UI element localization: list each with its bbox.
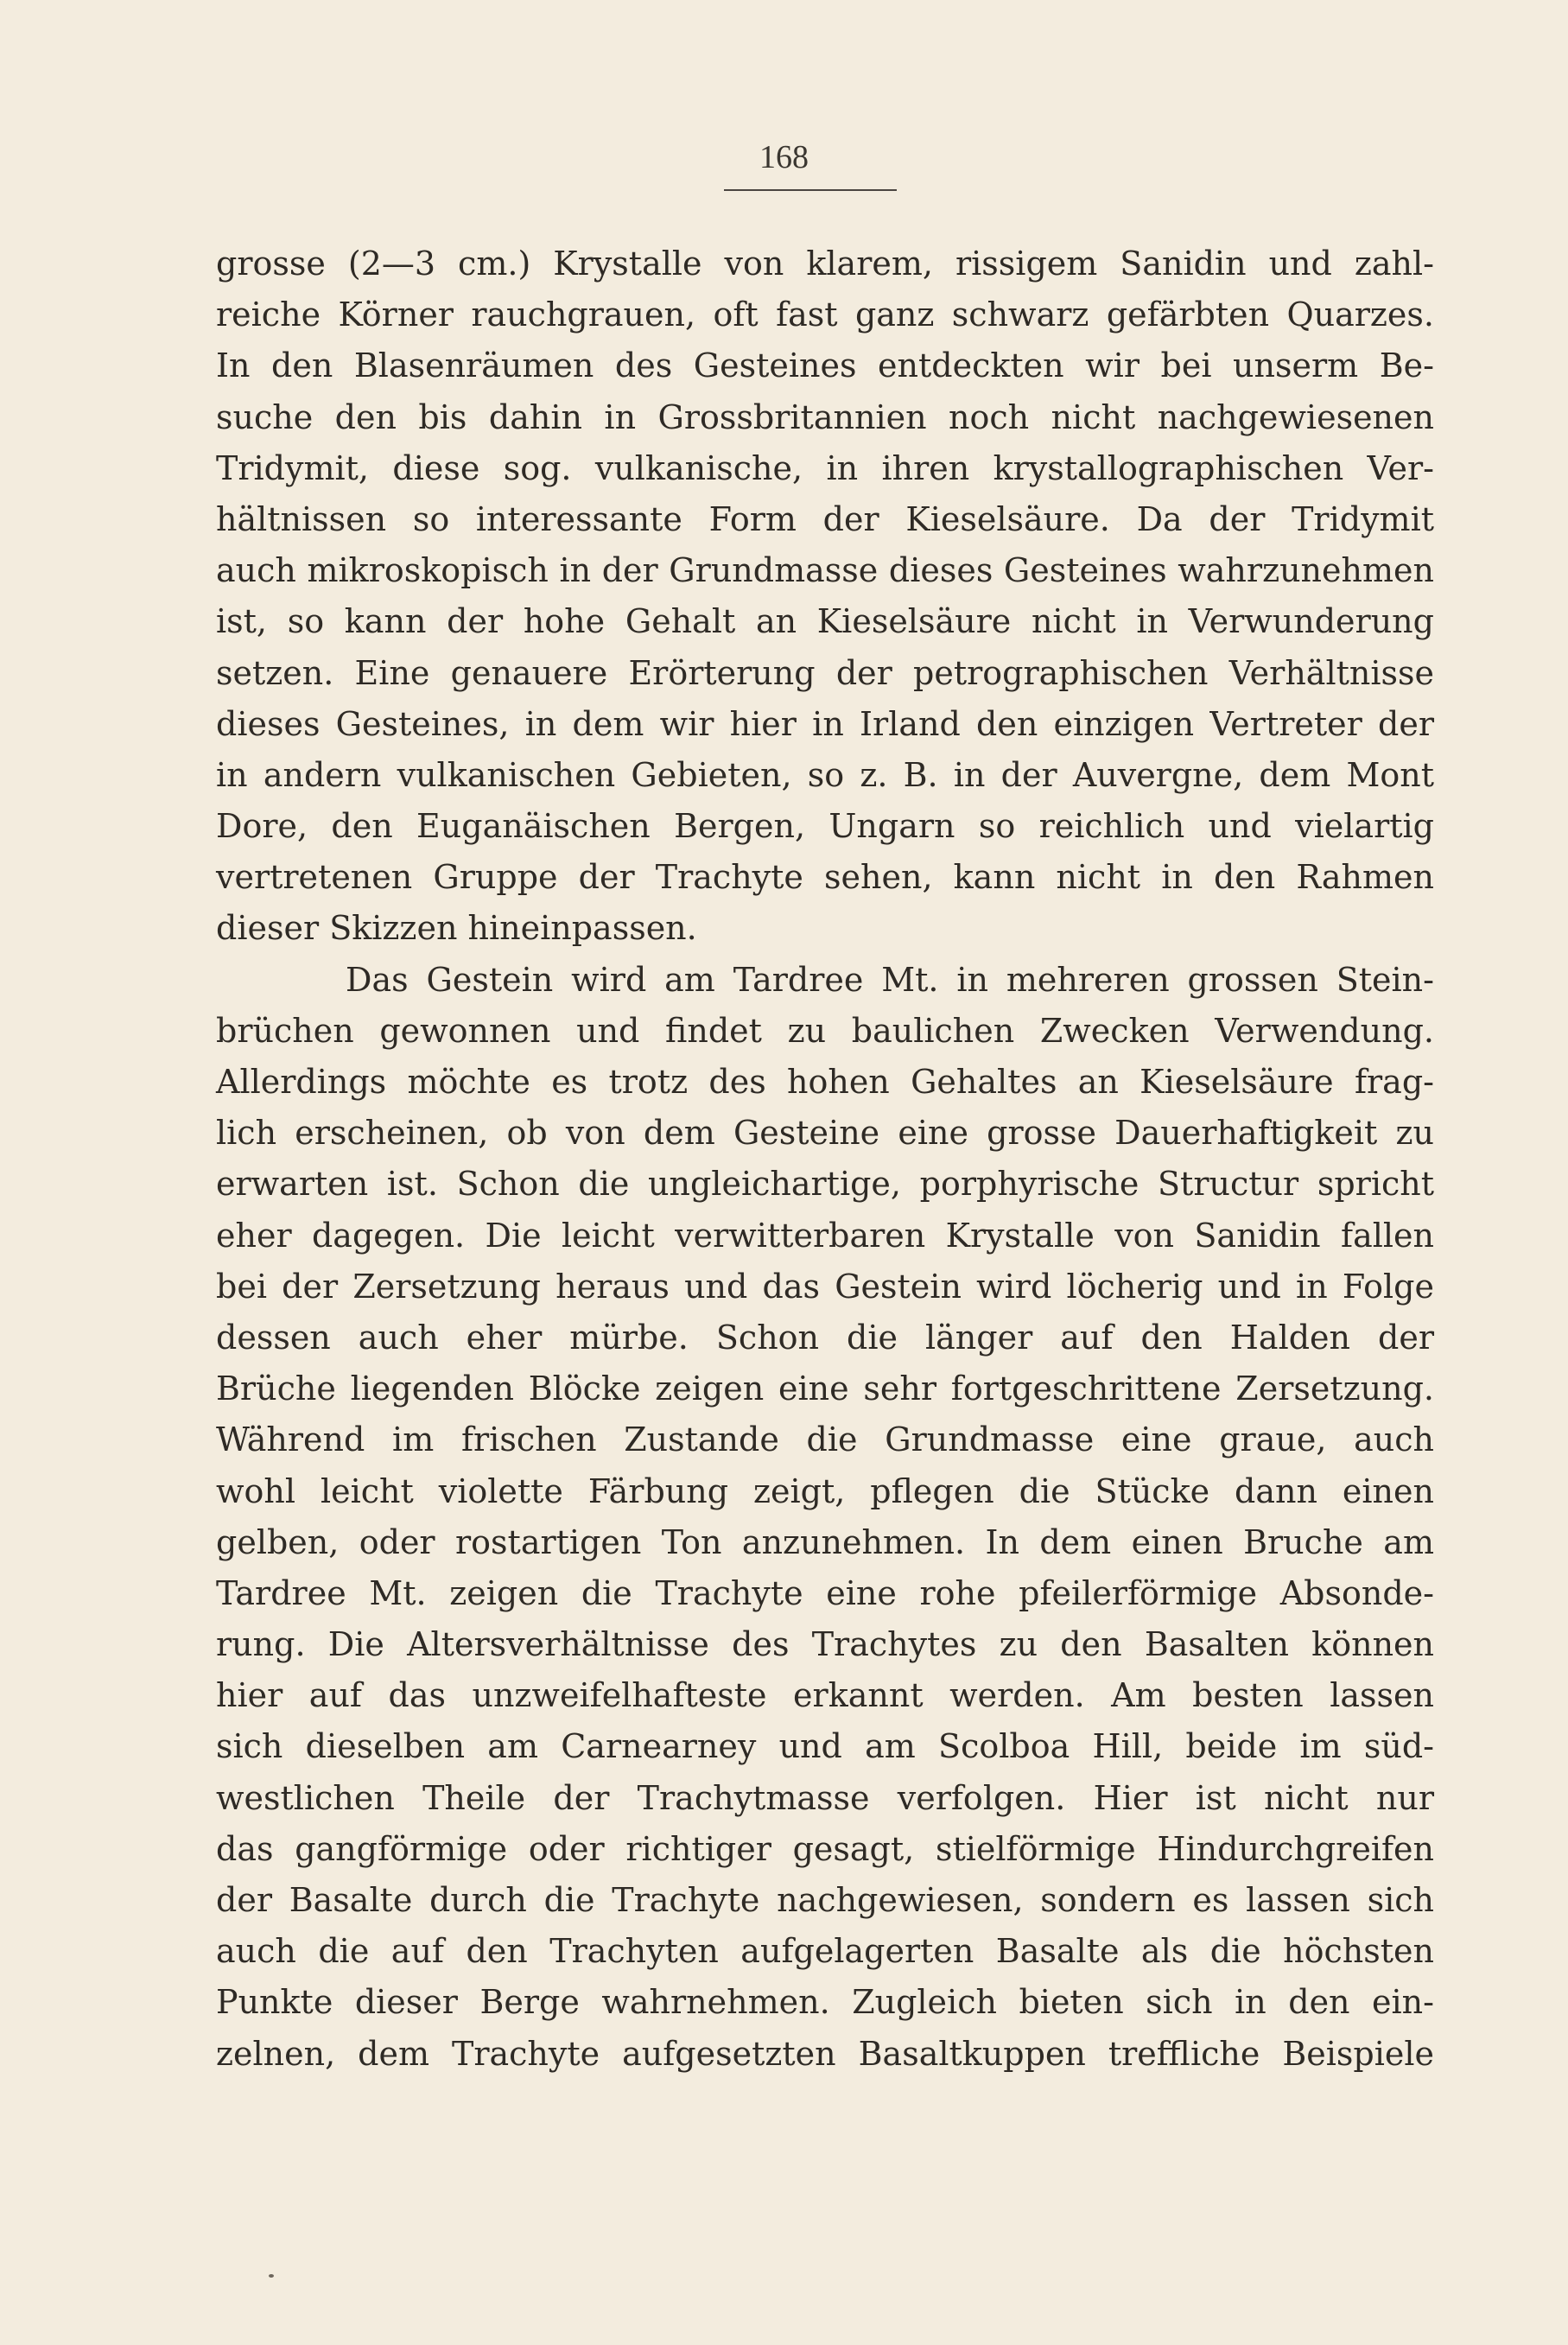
- text-line: in andern vulkanischen Gebieten, so z. B. in der Auvergne, dem Mont: [216, 755, 1434, 794]
- text-line: setzen. Eine genauere Erörterung der petrographischen Verhältnisse: [216, 653, 1434, 692]
- text-line: brüchen gewonnen und findet zu baulichen Zwecken Verwendung.: [216, 1011, 1434, 1050]
- text-line: Brüche liegenden Blöcke zeigen eine sehr fortgeschrittene Zersetzung.: [216, 1370, 1434, 1408]
- text-line: dieses Gesteines, in dem wir hier in Irland den einzigen Vertreter der: [216, 704, 1434, 743]
- text-line: sich dieselben am Carnearney und am Scolboa Hill, beide im süd-: [216, 1727, 1434, 1766]
- body-text: [216, 238, 1434, 2080]
- text-line: rung. Die Altersverhältnisse des Trachytes zu den Basalten können: [216, 1625, 1434, 1664]
- text-line: Während im frischen Zustande die Grundmasse eine graue, auch: [216, 1420, 1434, 1459]
- text-line: der Basalte durch die Trachyte nachgewiesen, sondern es lassen sich: [216, 1881, 1434, 1919]
- text-line: ist, so kann der hohe Gehalt an Kieselsäure nicht in Verwunderung: [216, 602, 1434, 641]
- page-number-rule: [724, 189, 897, 191]
- text-line: zelnen, dem Trachyte aufgesetzten Basaltkuppen treffliche Beispiele: [216, 2034, 1434, 2073]
- text-line: grosse (2—3 cm.) Krystalle von klarem, rissigem Sanidin und zahl-: [216, 245, 1434, 283]
- page-number: 168: [759, 139, 809, 175]
- text-line: dessen auch eher mürbe. Schon die länger auf den Halden der: [216, 1318, 1434, 1357]
- text-line: das gangförmige oder richtiger gesagt, stielförmige Hindurchgreifen: [216, 1829, 1434, 1868]
- text-line: In den Blasenräumen des Gesteines entdeckten wir bei unserm Be-: [216, 346, 1434, 385]
- text-line: bei der Zersetzung heraus und das Gestein wird löcherig und in Folge: [216, 1267, 1434, 1306]
- paragraph-first-line: Das Gestein wird am Tardree Mt. in mehreren grossen Stein-: [346, 960, 1434, 999]
- text-line: hier auf das unzweifelhafteste erkannt werden. Am besten lassen: [216, 1676, 1434, 1715]
- text-line: lich erscheinen, ob von dem Gesteine eine grosse Dauerhaftigkeit zu: [216, 1114, 1434, 1153]
- text-line: vertretenen Gruppe der Trachyte sehen, kann nicht in den Rahmen: [216, 858, 1434, 897]
- text-line: Tridymit, diese sog. vulkanische, in ihren krystallographischen Ver-: [216, 448, 1434, 487]
- text-line: Allerdings möchte es trotz des hohen Gehaltes an Kieselsäure frag-: [216, 1063, 1434, 1101]
- text-line: suche den bis dahin in Grossbritannien noch nicht nachgewiesenen: [216, 397, 1434, 436]
- text-line: eher dagegen. Die leicht verwitterbaren Krystalle von Sanidin fallen: [216, 1216, 1434, 1255]
- text-line: Punkte dieser Berge wahrnehmen. Zugleich bieten sich in den ein-: [216, 1983, 1434, 2022]
- paragraph-end-line: dieser Skizzen hineinpassen.: [216, 909, 697, 948]
- text-line: gelben, oder rostartigen Ton anzunehmen. In dem einen Bruche am: [216, 1522, 1434, 1561]
- text-line: westlichen Theile der Trachytmasse verfolgen. Hier ist nicht nur: [216, 1778, 1434, 1817]
- text-line: auch die auf den Trachyten aufgelagerten Basalte als die höchsten: [216, 1932, 1434, 1971]
- text-line: wohl leicht violette Färbung zeigt, pflegen die Stücke dann einen: [216, 1471, 1434, 1510]
- text-line: erwarten ist. Schon die ungleichartige, porphyrische Structur spricht: [216, 1165, 1434, 1204]
- text-line: auch mikroskopisch in der Grundmasse dieses Gesteines wahrzunehmen: [216, 551, 1434, 590]
- paper-speck: [269, 2274, 274, 2278]
- text-line: Dore, den Euganäischen Bergen, Ungarn so reichlich und vielartig: [216, 807, 1434, 846]
- text-line: Tardree Mt. zeigen die Trachyte eine rohe pfeilerförmige Absonde-: [216, 1573, 1434, 1612]
- text-line: hältnissen so interessante Form der Kieselsäure. Da der Tridymit: [216, 499, 1434, 538]
- text-line: reiche Körner rauchgrauen, oft fast ganz schwarz gefärbten Quarzes.: [216, 296, 1434, 334]
